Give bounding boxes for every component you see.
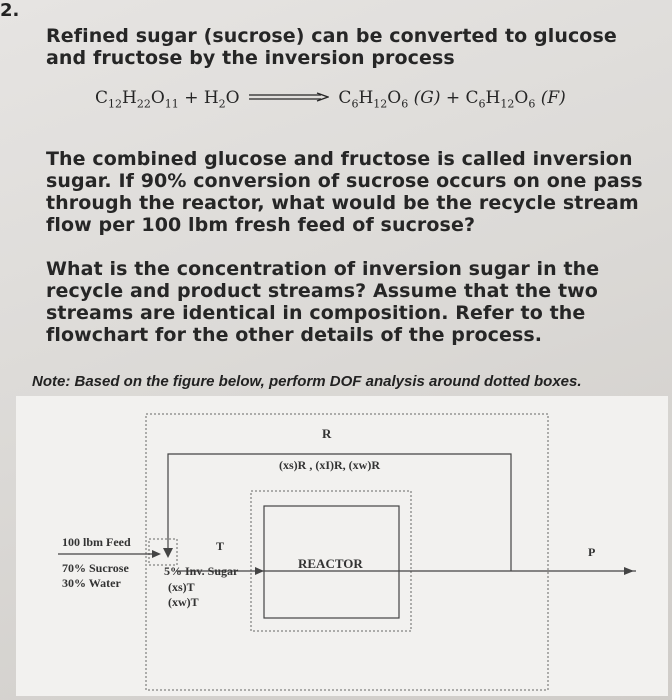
- sucrose-formula: $C_{12}H_{22}O_{11}$: [95, 88, 179, 111]
- mix-inv-sugar: 5% Inv. Sugar: [164, 564, 239, 578]
- glucose-formula: $C_6H_{12}O_6$ (G): [338, 88, 441, 111]
- reactor-label: REACTOR: [298, 556, 363, 571]
- mix-xs: (xs)T: [168, 580, 195, 594]
- note-text: Note: Based on the figure below, perform DOF analysis around dotted boxes.: [32, 373, 582, 390]
- inversion-equation: [95, 88, 566, 110]
- feed-water: 30% Water: [62, 576, 121, 590]
- reaction-arrow-icon: [249, 92, 329, 102]
- problem-number: 2.: [0, 0, 20, 21]
- product-label: P: [588, 545, 596, 559]
- feed-label: 100 lbm Feed: [62, 535, 131, 549]
- plus-sign: +: [445, 88, 461, 108]
- question-paragraph-2: What is the concentration of inversion sugar in the recycle and product streams? Assume that the two streams are identical in composition. Refer to the flowchart for the other details of the process.: [46, 258, 600, 346]
- mix-xw: (xw)T: [168, 595, 199, 609]
- recycle-label: R: [322, 426, 332, 441]
- process-flowchart: [16, 396, 668, 696]
- fructose-formula: $C_6H_{12}O_6$ (F): [465, 88, 566, 111]
- water-formula: $H_2O$: [203, 88, 240, 111]
- feed-sucrose: 70% Sucrose: [62, 561, 129, 575]
- mix-stream-label: T: [216, 539, 225, 553]
- question-paragraph: The combined glucose and fructose is called inversion sugar. If 90% conversion of sucrose occurs on one pass through the reactor, what would be the recycle stream flow per 100 lbm fresh feed of sucrose?: [46, 148, 643, 236]
- plus-sign: +: [184, 88, 199, 108]
- intro-paragraph: Refined sugar (sucrose) can be converted to glucose and fructose by the inversion process: [46, 25, 617, 69]
- recycle-composition: (xs)R , (xI)R, (xw)R: [279, 458, 380, 472]
